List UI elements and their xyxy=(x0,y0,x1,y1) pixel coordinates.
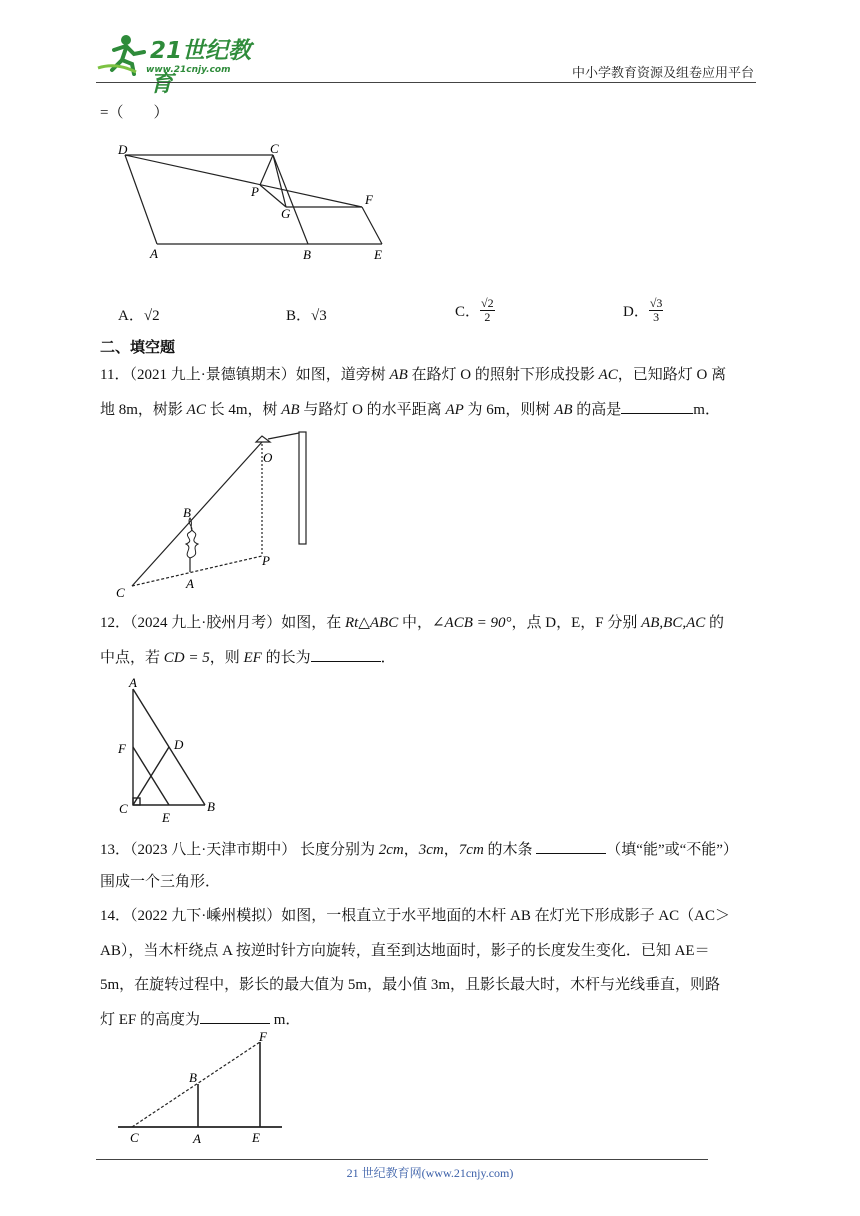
q14-label-A: A xyxy=(193,1131,201,1146)
q12-figure xyxy=(112,674,232,826)
q10-option-c[interactable] xyxy=(455,297,495,324)
q12-line1: 12．（2024 九上·胶州月考）如图，在 Rt△ABC 中，∠ACB = 90°，点 D，E，F 分别 AB,BC,AC 的 xyxy=(100,615,725,631)
runner-logo-icon xyxy=(96,32,152,76)
option-a-letter: A． xyxy=(118,308,144,324)
q10-label-C: C xyxy=(270,141,279,156)
q14-answer-blank[interactable] xyxy=(200,1009,270,1024)
option-c-numerator: √2 xyxy=(481,296,494,310)
q14-figure xyxy=(112,1030,292,1148)
option-b-value: √3 xyxy=(311,308,327,324)
q12-label-A: A xyxy=(129,675,137,690)
q12-label-E: E xyxy=(162,810,170,825)
q10-label-G: G xyxy=(281,206,291,221)
q13-answer-blank[interactable] xyxy=(536,839,606,854)
option-d-numerator: √3 xyxy=(649,296,663,310)
q10-figure xyxy=(110,140,400,266)
q14-line4: 灯 EF 的高度为 m． xyxy=(100,1009,300,1030)
option-c-denominator: 2 xyxy=(484,310,491,324)
q10-label-E: E xyxy=(374,247,382,262)
q10-label-A: A xyxy=(150,246,158,261)
logo-url: www.21cnjy.com xyxy=(146,65,231,75)
q11-label-P: P xyxy=(262,553,270,568)
q11-label-B: B xyxy=(183,505,191,520)
q10-label-F: F xyxy=(365,192,373,207)
q10-option-d[interactable] xyxy=(623,297,663,324)
option-d-denominator: 3 xyxy=(653,310,660,324)
footer-divider xyxy=(96,1159,708,1160)
q12-line2: 中点，若 CD = 5，则 EF 的长为 ． xyxy=(100,647,396,668)
q12-label-B: B xyxy=(207,799,215,814)
q10-option-a[interactable] xyxy=(118,304,160,325)
q12-label-F: F xyxy=(118,741,126,756)
logo-text: 21世纪教育 xyxy=(150,38,252,97)
q11-label-O: O xyxy=(263,450,273,465)
header-divider xyxy=(96,82,756,83)
site-logo xyxy=(96,32,266,97)
header-platform-name: 中小学教育资源及组卷应用平台 xyxy=(571,66,754,81)
q12-label-C: C xyxy=(119,801,128,816)
q11-label-C: C xyxy=(116,585,125,600)
option-c-letter: C． xyxy=(455,304,481,320)
q13-line2: 围成一个三角形． xyxy=(100,874,221,890)
q11-line2: 地 8m，树影 AC 长 4m，树 AB 与路灯 O 的水平距离 AP 为 6m，则树 AB 的高是 m． xyxy=(100,399,720,420)
q14-label-B: B xyxy=(189,1070,197,1085)
option-b-letter: B． xyxy=(286,308,312,324)
q14-line3: 5m，在旋转过程中，影长的最大值为 5m，最小值 3m，且影长最大时，木杆与光线垂直，则路 xyxy=(100,977,721,993)
q10-label-P: P xyxy=(251,184,259,199)
q10-label-B: B xyxy=(303,247,311,262)
q10-stem-end: =（ ） xyxy=(100,105,169,121)
q10-label-D: D xyxy=(118,142,128,157)
q11-answer-blank[interactable] xyxy=(621,399,693,414)
q14-label-F: F xyxy=(259,1030,267,1044)
q12-answer-blank[interactable] xyxy=(311,647,381,662)
footer-text[interactable]: 21 世纪教育网(www.21cnjy.com) xyxy=(346,1166,514,1180)
option-a-value: √2 xyxy=(143,308,160,324)
q14-line2: AB），当木杆绕点 A 按逆时针方向旋转，直至到达地面时，影子的长度发生变化．已知 AE＝ xyxy=(100,943,710,959)
section-title: 二、填空题 xyxy=(100,338,176,356)
option-d-letter: D． xyxy=(623,304,649,320)
q14-label-E: E xyxy=(252,1130,260,1145)
q11-line1: 11．（2021 九上·景德镇期末）如图，道旁树 AB 在路灯 O 的照射下形成投影 AC，已知路灯 O 离 xyxy=(100,367,727,383)
q10-option-b[interactable] xyxy=(286,304,327,325)
q11-figure xyxy=(110,428,320,600)
q12-label-D: D xyxy=(174,737,184,752)
q13-line1: 13．（2023 八上·天津市期中） 长度分别为 2cm，3cm，7cm 的木条 （填“能”或“不能”） xyxy=(100,839,738,860)
q11-label-A: A xyxy=(186,576,194,591)
q14-label-C: C xyxy=(130,1130,139,1145)
q14-line1: 14．（2022 九下·嵊州模拟）如图，一根直立于水平地面的木杆 AB 在灯光下形成影子 AC（AC＞ xyxy=(100,908,731,924)
